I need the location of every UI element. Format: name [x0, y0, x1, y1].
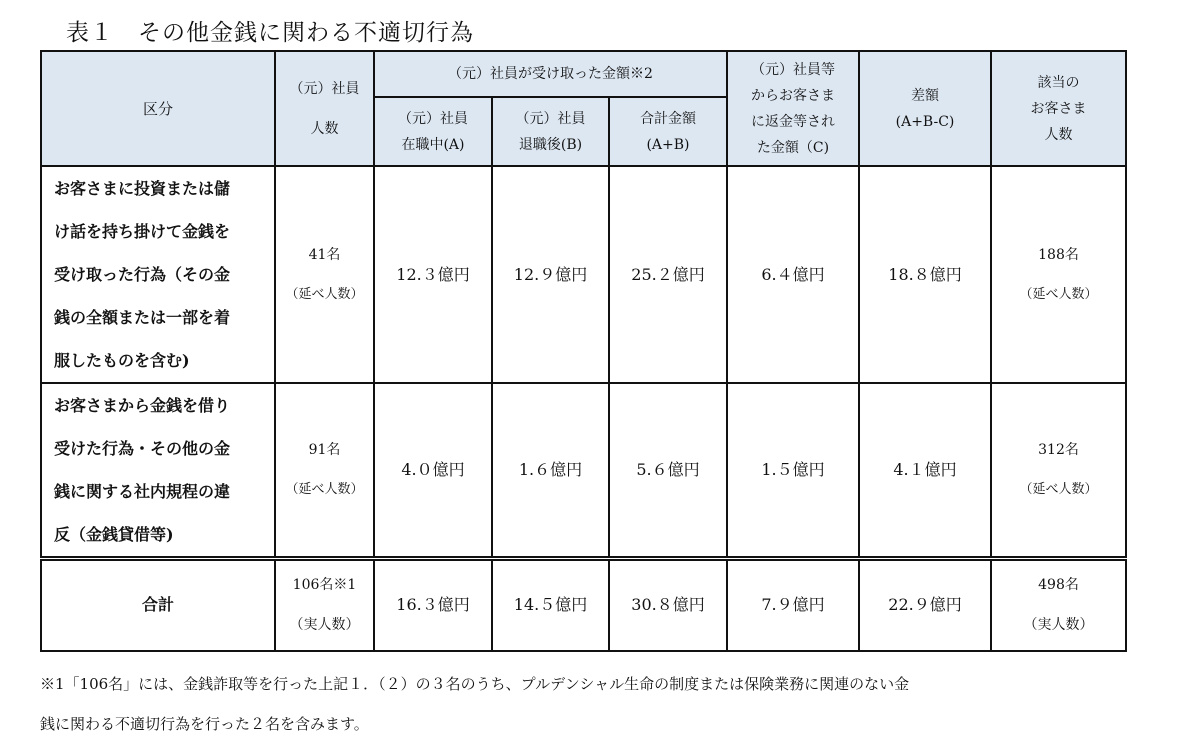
- header-text: た金額（C): [756, 139, 830, 156]
- header-received-group: （元）社員が受け取った金額※2: [374, 51, 727, 97]
- count-note: （延べ人数）: [1019, 286, 1098, 302]
- header-text: からお客さま: [751, 87, 836, 104]
- amount-a: 12.３億円: [374, 166, 492, 383]
- amount-b: 1.６億円: [492, 383, 609, 559]
- total-row: [41, 559, 1126, 651]
- category-line: 反（金銭貸借等): [54, 525, 174, 544]
- total-label: 合計: [41, 559, 275, 651]
- amount-diff: 18.８億円: [859, 166, 991, 383]
- amount-diff: 22.９億円: [859, 559, 991, 651]
- footnote-line: ※1「106名」には、金銭詐取等を行った上記１．（２）の３名のうち、プルデンシャル生命の制度または保険業務に関連のない金: [40, 675, 910, 693]
- header-text: （元）社員等: [751, 61, 836, 78]
- employees-cell: [275, 559, 374, 651]
- count-note: （延べ人数）: [285, 482, 364, 497]
- customers-count: 498名: [1038, 577, 1079, 594]
- customers-cell: [991, 559, 1126, 651]
- amount-a: 4.０億円: [374, 383, 492, 559]
- header-received-a: [374, 97, 492, 166]
- count-note: （実人数）: [289, 617, 360, 634]
- header-text: (A+B-C): [895, 113, 955, 130]
- category-line: 受けた行為・その他の金: [54, 439, 231, 458]
- category-line: 受け取った行為（その金: [54, 265, 231, 284]
- header-text: （元）社員: [398, 110, 468, 127]
- category-line: け話を持ち掛けて金銭を: [54, 222, 231, 241]
- header-text: に返金等され: [751, 113, 836, 130]
- amount-a: 16.３億円: [374, 559, 492, 651]
- customers-cell: [991, 383, 1126, 559]
- table-row: [41, 166, 1126, 383]
- amount-diff: 4.１億円: [859, 383, 991, 559]
- header-received-b: [492, 97, 609, 166]
- header-text: 該当の: [1037, 74, 1080, 91]
- count-note: （延べ人数）: [1019, 482, 1098, 497]
- count-note: （延べ人数）: [285, 286, 364, 302]
- amount-b: 12.９億円: [492, 166, 609, 383]
- row-category: [41, 166, 275, 383]
- footnote-line: 銭に関わる不適切行為を行った２名を含みます。: [40, 715, 369, 733]
- misconduct-table: [40, 50, 1127, 652]
- customers-cell: [991, 166, 1126, 383]
- header-text: 人数: [310, 120, 339, 137]
- amount-sum: 25.２億円: [609, 166, 727, 383]
- header-text: 退職後(B): [518, 136, 583, 153]
- amount-returned: 6.４億円: [727, 166, 859, 383]
- header-text: （元）社員: [515, 110, 586, 127]
- footnote: [40, 664, 1140, 744]
- table-row: [41, 383, 1126, 559]
- header-text: 差額: [911, 87, 940, 104]
- header-diff: [859, 51, 991, 166]
- table-title: 表１ その他金銭に関わる不適切行為: [66, 20, 474, 46]
- amount-returned: 7.９億円: [727, 559, 859, 651]
- category-line: お客さまから金銭を借り: [54, 396, 231, 415]
- customers-count: 188名: [1038, 246, 1079, 263]
- amount-b: 14.５億円: [492, 559, 609, 651]
- amount-returned: 1.５億円: [727, 383, 859, 559]
- header-text: 合計金額: [640, 110, 696, 127]
- employees-count: 106名※1: [292, 577, 357, 594]
- header-category: 区分: [41, 51, 275, 166]
- header-customers: [991, 51, 1126, 166]
- header-text: お客さま: [1030, 100, 1087, 117]
- header-returned: [727, 51, 859, 166]
- employees-cell: [275, 166, 374, 383]
- category-line: お客さまに投資または儲: [54, 179, 231, 198]
- customers-count: 312名: [1038, 442, 1079, 458]
- category-line: 服したものを含む): [54, 351, 190, 370]
- row-category: [41, 383, 275, 559]
- count-note: （実人数）: [1023, 617, 1094, 634]
- employees-count: 41名: [308, 246, 341, 263]
- category-line: 銭の全額または一部を着: [54, 308, 231, 327]
- employees-count: 91名: [308, 442, 341, 458]
- header-text: （元）社員: [289, 80, 360, 97]
- header-employees: [275, 51, 374, 166]
- header-text: 在職中(A): [401, 136, 465, 153]
- category-line: 銭に関する社内規程の違: [54, 482, 231, 501]
- header-text: (A+B): [646, 136, 690, 153]
- header-text: 人数: [1044, 126, 1073, 143]
- employees-cell: [275, 383, 374, 559]
- amount-sum: 30.８億円: [609, 559, 727, 651]
- amount-sum: 5.６億円: [609, 383, 727, 559]
- header-received-sum: [609, 97, 727, 166]
